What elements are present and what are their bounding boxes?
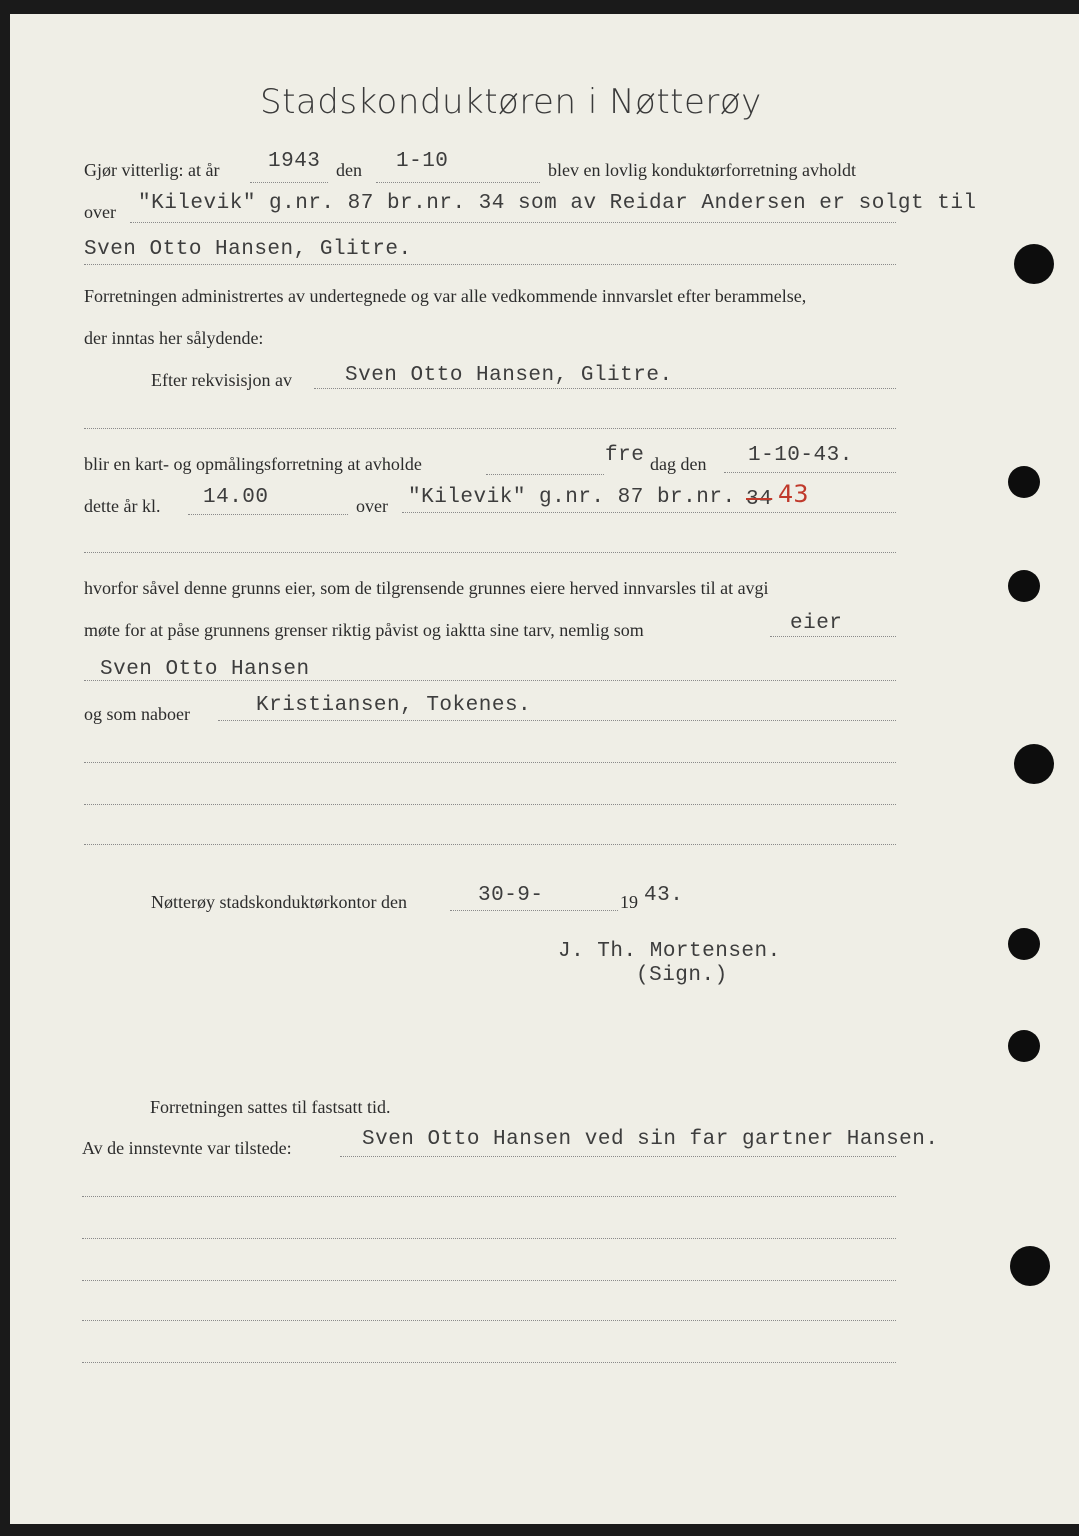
dotted-line [724,472,896,473]
field-weekday: fre [605,444,645,467]
signature-note: (Sign.) [636,964,728,987]
dotted-line [82,1196,896,1197]
dotted-line [84,762,896,763]
signer-name: J. Th. Mortensen. [558,940,781,963]
field-role: eier [790,612,843,635]
label-kl: dette år kl. [84,496,161,516]
label-blir: blir en kart- og opmålingsforretning at avholde [84,454,422,474]
dotted-line [82,1320,896,1321]
binder-hole [1014,244,1054,284]
dotted-line [340,1156,896,1157]
dotted-line [250,182,328,183]
document-page [10,14,1079,1524]
dotted-line [84,680,896,681]
dotted-line [770,636,896,637]
handwritten-correction: 43 [778,480,809,508]
notice-line-2: møte for at påse grunnens grenser riktig påvist og iaktta sine tarv, nemlig som [84,620,644,640]
dotted-line [402,512,896,513]
field-owner: Sven Otto Hansen [100,658,310,681]
binder-hole [1008,466,1040,498]
field-property: "Kilevik" g.nr. 87 br.nr. [408,486,736,509]
dotted-line [84,804,896,805]
dotted-line [84,844,896,845]
label-present: Av de innstevnte var tilstede: [82,1138,292,1158]
label-rekvisisjon: Efter rekvisisjon av [151,370,292,390]
binder-hole [1014,744,1054,784]
field-meeting-date: 1-10-43. [748,444,853,467]
binder-hole [1008,1030,1040,1062]
label-blev: blev en lovlig konduktørforretning avholdt [548,160,856,180]
dotted-line [486,474,604,475]
binder-hole [1010,1246,1050,1286]
label-naboer: og som naboer [84,704,190,724]
admin-line-2: der inntas her sålydende: [84,328,264,348]
label-gjor-vitterlig: Gjør vitterlig: at år [84,160,220,180]
field-rekvisisjon: Sven Otto Hansen, Glitre. [345,364,673,387]
field-present: Sven Otto Hansen ved sin far gartner Hansen. [362,1128,939,1151]
label-over-2: over [356,496,388,516]
dotted-line [84,428,896,429]
dotted-line [130,222,896,223]
property-line-1: "Kilevik" g.nr. 87 br.nr. 34 som av Reidar Andersen er solgt til [138,192,977,215]
label-dag-den: dag den [650,454,707,474]
dotted-line [450,910,618,911]
dotted-line [188,514,348,515]
dotted-line [82,1362,896,1363]
admin-line-1: Forretningen administrertes av undertegnede og var alle vedkommende innvarslet efter berammelse, [84,286,807,306]
dotted-line [376,182,540,183]
label-office: Nøtterøy stadskonduktørkontor den [151,892,407,912]
label-year-prefix: 19 [620,892,638,912]
binder-hole [1008,570,1040,602]
field-neighbour: Kristiansen, Tokenes. [256,694,532,717]
label-over: over [84,202,116,222]
field-year: 1943 [268,150,321,173]
dotted-line [314,388,896,389]
dotted-line [84,552,896,553]
label-den: den [336,160,362,180]
field-office-date: 30-9- [478,884,544,907]
outcome-line-1: Forretningen sattes til fastsatt tid. [150,1097,391,1117]
notice-line-1: hvorfor såvel denne grunns eier, som de tilgrensende grunnes eiere herved innvarsles til at avgi [84,578,769,598]
field-office-year: 43. [644,884,684,907]
dotted-line [84,264,896,265]
struck-br-number: 34 [746,488,773,511]
field-date: 1-10 [396,150,449,173]
field-time: 14.00 [203,486,269,509]
dotted-line [82,1238,896,1239]
dotted-line [218,720,896,721]
property-line-2: Sven Otto Hansen, Glitre. [84,238,412,261]
dotted-line [82,1280,896,1281]
document-title: Stadskonduktøren i Nøtterøy [260,82,762,122]
binder-hole [1008,928,1040,960]
